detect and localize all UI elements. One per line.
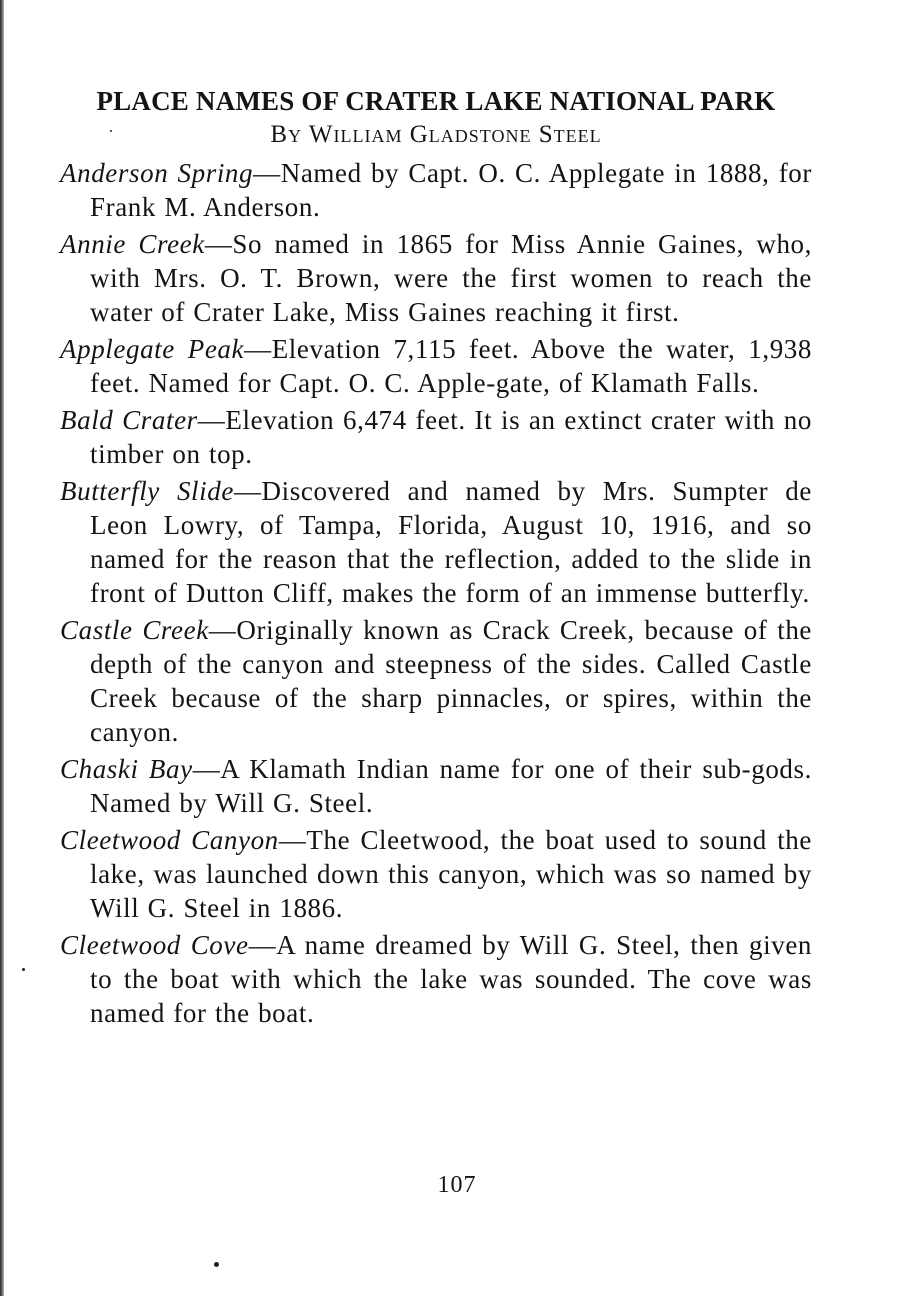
entry-text: —Discovered and named by Mrs. Sumpter de Leon Lowry, of Tampa, Florida, August 10, 1916, and so named for the reason that the reflection, added to the slide in front of Dutton Cliff, makes the form of an immense butterfly. (90, 476, 812, 608)
entry-term: Anderson Spring (60, 158, 254, 188)
entry-text: —So named in 1865 for Miss Annie Gaines, who, with Mrs. O. T. Brown, were the first women to reach the water of Crater Lake, Miss Gaines reaching it first. (90, 229, 812, 327)
page-title: PLACE NAMES OF CRATER LAKE NATIONAL PARK (96, 86, 776, 116)
entry-term: Cleetwood Cove (60, 930, 249, 960)
entry-castle-creek (60, 613, 812, 749)
entry-text: —Elevation 6,474 feet. It is an extinct crater with no timber on top. (90, 405, 812, 469)
entry-text: —A Klamath Indian name for one of their sub-gods. Named by Will G. Steel. (90, 754, 812, 818)
entry-term: Applegate Peak (60, 334, 245, 364)
entry-term: Castle Creek (60, 615, 209, 645)
entry-term: Chaski Bay (60, 754, 193, 784)
author-byline: By William Gladstone Steel (270, 121, 602, 148)
entry-bald-crater (60, 403, 812, 471)
entry-chaski-bay (60, 752, 812, 820)
entry-term: Bald Crater (60, 405, 198, 435)
entry-text: —Elevation 7,115 feet. Above the water, 1,938 feet. Named for Capt. O. C. Apple-gate, of Klamath Falls. (90, 334, 813, 398)
entry-term: Butterfly Slide (60, 476, 234, 506)
entry-anderson-spring (60, 156, 812, 224)
entry-term: Annie Creek (60, 229, 205, 259)
ink-speck (110, 130, 112, 132)
entry-butterfly-slide (60, 474, 812, 610)
entry-applegate-peak (60, 332, 812, 400)
entry-annie-creek (60, 227, 812, 329)
entry-text: —Named by Capt. O. C. Applegate in 1888, for Frank M. Anderson. (90, 158, 812, 222)
page-number: 107 (437, 1172, 477, 1198)
entry-text: —Originally known as Crack Creek, because of the depth of the canyon and steepness of the sides. Called Castle Creek because of the sharp pinnacles, or spires, within the canyon. (90, 615, 813, 747)
entry-cleetwood-canyon (60, 823, 812, 925)
entry-cleetwood-cove (60, 928, 812, 1030)
document-page (60, 84, 812, 1033)
entry-text: —The Cleetwood, the boat used to sound the lake, was launched down this canyon, which was so named by Will G. Steel in 1886. (90, 825, 812, 923)
ink-speck (214, 1262, 219, 1267)
entry-term: Cleetwood Canyon (60, 825, 279, 855)
page-binding-edge (0, 0, 4, 1296)
ink-speck (22, 968, 25, 971)
entry-text: —A name dreamed by Will G. Steel, then given to the boat with which the lake was sounded. The cove was named for the boat. (90, 930, 812, 1028)
